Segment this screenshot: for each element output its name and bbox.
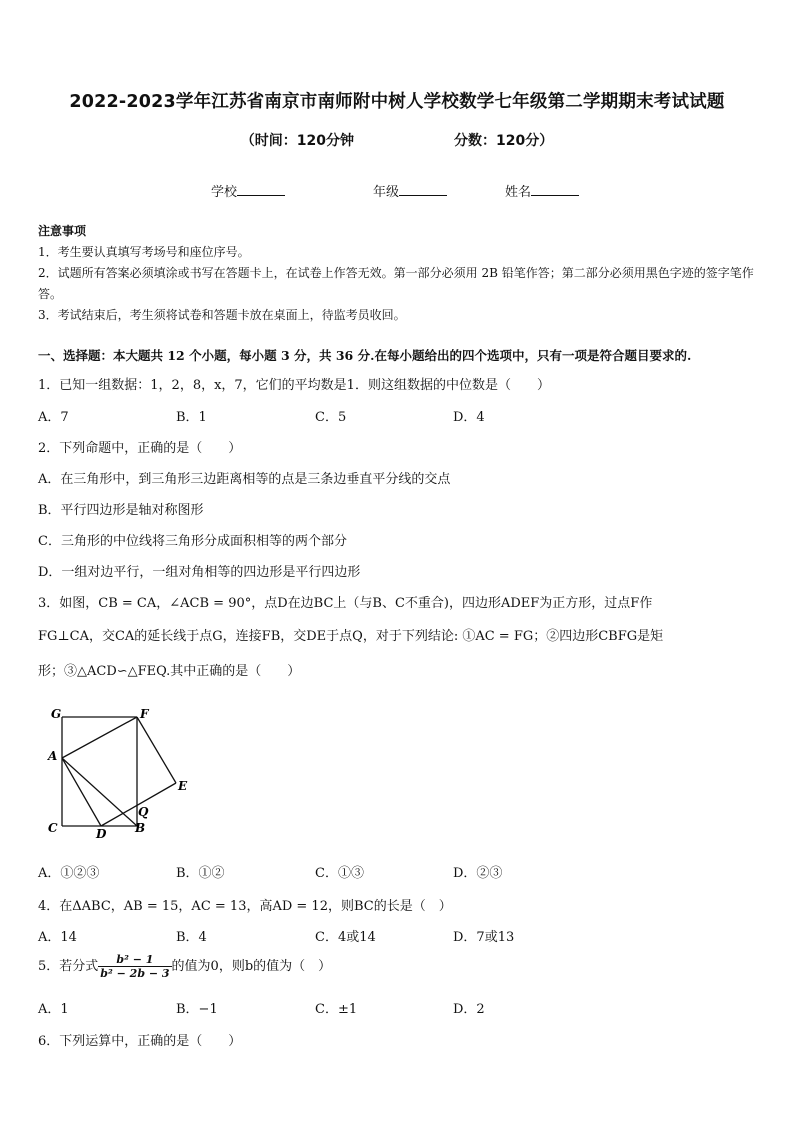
q5-option-c[interactable]: C．±1 xyxy=(315,1002,358,1017)
grade-field[interactable] xyxy=(373,181,447,200)
q3-option-c[interactable]: C．①③ xyxy=(315,866,364,881)
q2-option-c[interactable]: C．三角形的中位线将三角形分成面积相等的两个部分 xyxy=(38,534,347,549)
q5-suffix: 的值为0，则b的值为（ ） xyxy=(171,959,332,974)
q5-option-a[interactable]: A．1 xyxy=(38,1002,69,1017)
notice-item: 3．考试结束后，考生须将试卷和答题卡放在桌面上，待监考员收回。 xyxy=(38,308,406,322)
total-score: 分数：120分） xyxy=(454,133,554,149)
q4-option-b[interactable]: B．4 xyxy=(176,930,207,945)
question-3-line-3: 形；③△ACD∽△FEQ.其中正确的是（ ） xyxy=(38,664,301,679)
grade-blank[interactable] xyxy=(399,183,447,196)
question-3-line-2: FG⊥CA，交CA的延长线于点G，连接FB，交DE于点Q，对于下列结论: ①AC = FG；②四边形CBFG是矩 xyxy=(38,629,664,644)
time-limit: （时间：120分钟 xyxy=(240,133,354,149)
q4-option-d[interactable]: D．7或13 xyxy=(453,930,515,945)
q3-option-a[interactable]: A．①②③ xyxy=(38,866,100,881)
name-blank[interactable] xyxy=(531,183,579,196)
exam-subtitle xyxy=(0,130,794,150)
q2-option-a[interactable]: A．在三角形中，到三角形三边距离相等的点是三条边垂直平分线的交点 xyxy=(38,472,451,487)
label-a: A xyxy=(48,749,58,763)
q3-option-b[interactable]: B．①② xyxy=(176,866,225,881)
label-d: D xyxy=(96,827,107,841)
notice-block xyxy=(38,221,758,326)
q5-prefix: 5．若分式 xyxy=(38,959,99,974)
label-c: C xyxy=(48,821,58,835)
q1-option-a[interactable]: A．7 xyxy=(38,410,69,425)
name-field[interactable] xyxy=(505,181,579,200)
school-label: 学校 xyxy=(211,185,238,200)
q3-geometry-figure xyxy=(40,700,200,845)
q5-denominator: b² − 2b − 3 xyxy=(100,967,170,980)
q1-option-b[interactable]: B．1 xyxy=(176,410,207,425)
question-2-stem: 2．下列命题中，正确的是（ ） xyxy=(38,441,242,456)
q2-option-d[interactable]: D．一组对边平行，一组对角相等的四边形是平行四边形 xyxy=(38,565,361,580)
question-4-stem: 4．在ΔABC，AB = 15，AC = 13，高AD = 12，则BC的长是（ ） xyxy=(38,899,452,914)
school-field[interactable] xyxy=(211,181,285,200)
q1-option-c[interactable]: C．5 xyxy=(315,410,347,425)
exam-title: 2022-2023学年江苏省南京市南师附中树人学校数学七年级第二学期期末考试试题 xyxy=(69,92,725,112)
section-heading: 一、选择题：本大题共 12 个小题，每小题 3 分，共 36 分.在每小题给出的四个选项中，只有一项是符合题目要求的. xyxy=(38,348,692,363)
q4-option-a[interactable]: A．14 xyxy=(38,930,77,945)
grade-label: 年级 xyxy=(373,185,400,200)
label-f: F xyxy=(140,707,149,721)
q2-option-b[interactable]: B．平行四边形是轴对称图形 xyxy=(38,503,204,518)
school-blank[interactable] xyxy=(237,183,285,196)
q5-option-d[interactable]: D．2 xyxy=(453,1002,485,1017)
question-6-stem: 6．下列运算中，正确的是（ ） xyxy=(38,1034,242,1049)
notice-item: 2．试题所有答案必须填涂或书写在答题卡上，在试卷上作答无效。第一部分必须用 2B 铅笔作答；第二部分必须用黑色字迹的签字笔作答。 xyxy=(38,266,754,301)
question-1-stem: 1．已知一组数据：1，2，8，x，7，它们的平均数是1．则这组数据的中位数是（ ） xyxy=(38,378,550,393)
q5-fraction xyxy=(98,953,171,980)
q1-option-d[interactable]: D．4 xyxy=(453,410,485,425)
question-5-stem xyxy=(38,953,331,980)
label-g: G xyxy=(51,707,62,721)
q5-option-b[interactable]: B．−1 xyxy=(176,1002,218,1017)
name-label: 姓名 xyxy=(505,185,532,200)
label-b: B xyxy=(135,821,146,835)
question-3-line-1: 3．如图，CB = CA，∠ACB = 90°，点D在边BC上（与B、C不重合)，四边形ADEF为正方形，过点F作 xyxy=(38,596,653,611)
notice-item: 1．考生要认真填写考场号和座位序号。 xyxy=(38,245,250,259)
notice-heading: 注意事项 xyxy=(38,224,87,238)
q5-numerator: b² − 1 xyxy=(98,953,171,967)
label-e: E xyxy=(178,779,188,793)
q4-option-c[interactable]: C．4或14 xyxy=(315,930,376,945)
q3-option-d[interactable]: D．②③ xyxy=(453,866,503,881)
label-q: Q xyxy=(138,805,149,819)
